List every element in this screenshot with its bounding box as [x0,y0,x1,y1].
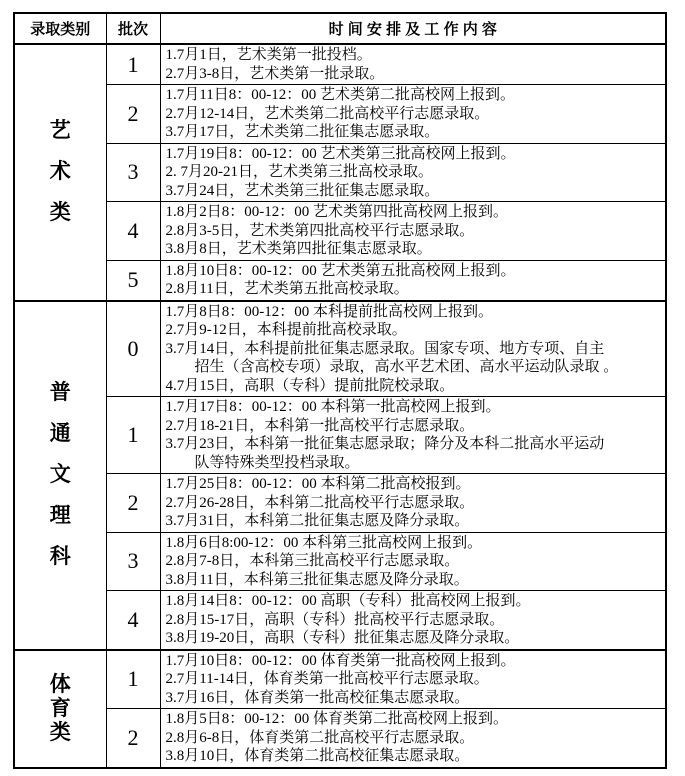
schedule-line: 2.7月9-12日，本科提前批高校录取。 [165,322,407,338]
table-row [14,260,666,301]
table-row [14,532,666,591]
schedule-line: 2.7月3-8日，艺术类第一批录取。 [165,65,385,82]
schedule-line: 1.8月6日8:00-12：00 本科第三批高校网上报到。 [165,534,483,551]
schedule-line: 队等特殊类型投档录取。 [194,454,360,471]
batch-cell: 2 [106,85,160,144]
schedule-line: 1.8月14日8：00-12：00 高职（专科）批高校网上报到。 [165,593,531,609]
schedule-line: 2.8月11日，艺术类第五批高校录取。 [165,281,409,297]
schedule-cell [160,44,666,85]
schedule-line: 3.7月31日，本科第二批征集志愿及降分录取。 [165,513,470,529]
batch-cell: 0 [106,301,160,397]
schedule-line: 2.7月18-21日，本科第一批高校平行志愿录取。 [165,417,475,434]
schedule-line: 3.7月17日，艺术类第二批征集志愿录取。 [165,124,440,140]
schedule-line: 1.7月25日8：00-12：00 本科第二批高校报到。 [165,476,471,492]
schedule-line: 3.7月24日，艺术类第三批征集志愿录取。 [165,182,440,199]
category-char: 育 [49,696,71,720]
table-row [14,709,666,768]
table-row [14,202,666,261]
category-label-art [15,120,106,224]
schedule-line: 2.8月3-5日，艺术类第四批高校平行志愿录取。 [165,222,475,239]
schedule-line: 招生（含高校专项）录取，高水平艺术团、高水平运动队录取 。 [194,359,619,375]
batch-cell: 2 [106,474,160,533]
batch-cell: 3 [106,143,160,202]
table-row [14,301,666,397]
schedule-line: 2.7月26-28日，本科第二批高校平行志愿录取。 [165,494,475,511]
category-char: 理 [49,504,71,527]
schedule-line: 2.8月6-8日，体育类第二批高校平行志愿录取。 [165,729,475,746]
schedule-line: 2.8月7-8日，本科第三批高校平行志愿录取。 [165,553,460,569]
schedule-cell [160,709,666,768]
table-row [14,650,666,709]
header-batch: 批次 [106,13,160,44]
schedule-line: 1.7月17日8：00-12：00 本科第一批高校网上报到。 [165,399,501,415]
table-row [14,474,666,533]
category-char: 文 [49,463,71,486]
category-cell-art [14,44,106,301]
schedule-cell [160,260,666,301]
category-label-sports [15,674,106,744]
category-cell-regular [14,301,106,650]
schedule-line: 2. 7月20-21日，艺术类第三批高校录取。 [165,164,433,180]
schedule-line: 1.7月19日8：00-12：00 艺术类第三批高校网上报到。 [165,145,516,162]
table-row [14,591,666,650]
schedule-line: 1.7月1日，艺术类第一批投档。 [165,47,372,63]
schedule-line: 1.7月8日8：00-12：00 本科提前批高校网上报到。 [165,303,493,320]
schedule-cell [160,532,666,591]
batch-cell: 4 [106,202,160,261]
schedule-line: 1.7月10日8：00-12：00 体育类第一批高校网上报到。 [165,652,516,669]
schedule-line: 1.8月2日8：00-12：00 艺术类第四批高校网上报到。 [165,204,508,220]
batch-cell: 1 [106,650,160,709]
schedule-line: 3.7月23日，本科第一批征集志愿录取；降分及本科二批高水平运动 [165,436,605,452]
admission-schedule-table [13,12,667,769]
schedule-line: 1.7月11日8：00-12：00 艺术类第二批高校网上报到。 [165,87,515,103]
schedule-line: 3.8月10日，体育类第二批高校征集志愿录取。 [165,748,470,764]
schedule-cell [160,474,666,533]
table-header-row [14,13,666,44]
schedule-line: 3.7月14日，本科提前批征集志愿录取。国家专项、地方专项、自主 [165,340,605,357]
table-row [14,85,666,144]
schedule-line: 3.8月19-20日，高职（专科）批征集志愿及降分录取。 [165,630,520,646]
schedule-cell [160,591,666,650]
category-char: 术 [49,160,71,184]
schedule-cell [160,397,666,474]
table-row [14,397,666,474]
schedule-line: 3.8月8日，艺术类第四批征集志愿录取。 [165,241,432,257]
schedule-cell [160,301,666,397]
schedule-line: 2.7月12-14日，艺术类第二批高校平行志愿录取。 [165,105,490,122]
category-label-regular [15,382,106,568]
schedule-cell [160,143,666,202]
batch-cell: 5 [106,260,160,301]
schedule-line: 1.8月10日8：00-12：00 艺术类第五批高校网上报到。 [165,262,516,279]
category-char: 普 [49,381,71,404]
category-char: 通 [49,422,71,445]
schedule-cell [160,85,666,144]
schedule-line: 3.8月11日，本科第三批征集志愿及降分录取。 [165,571,469,588]
batch-cell: 2 [106,709,160,768]
batch-cell: 1 [106,397,160,474]
table-row [14,143,666,202]
batch-cell: 4 [106,591,160,650]
category-char: 科 [49,545,71,568]
schedule-line: 2.8月15-17日，高职（专科）批高校平行志愿录取。 [165,611,505,628]
schedule-cell [160,202,666,261]
schedule-line: 2.7月11-14日，体育类第一批高校平行志愿录取。 [165,671,489,687]
batch-cell: 3 [106,532,160,591]
category-cell-sports [14,650,106,768]
schedule-line: 1.8月5日8：00-12：00 体育类第二批高校网上报到。 [165,711,508,727]
batch-cell: 1 [106,44,160,85]
category-char: 艺 [49,119,71,143]
header-category: 录取类别 [14,13,106,44]
category-char: 类 [49,720,71,744]
category-char: 类 [49,201,71,225]
schedule-cell [160,650,666,709]
schedule-line: 3.7月16日，体育类第一批高校征集志愿录取。 [165,689,470,706]
schedule-line: 4.7月15日，高职（专科）提前批院校录取。 [165,377,455,394]
table-row [14,44,666,85]
header-schedule: 时 间 安 排 及 工 作 内 容 [160,13,666,44]
category-char: 体 [49,672,71,696]
